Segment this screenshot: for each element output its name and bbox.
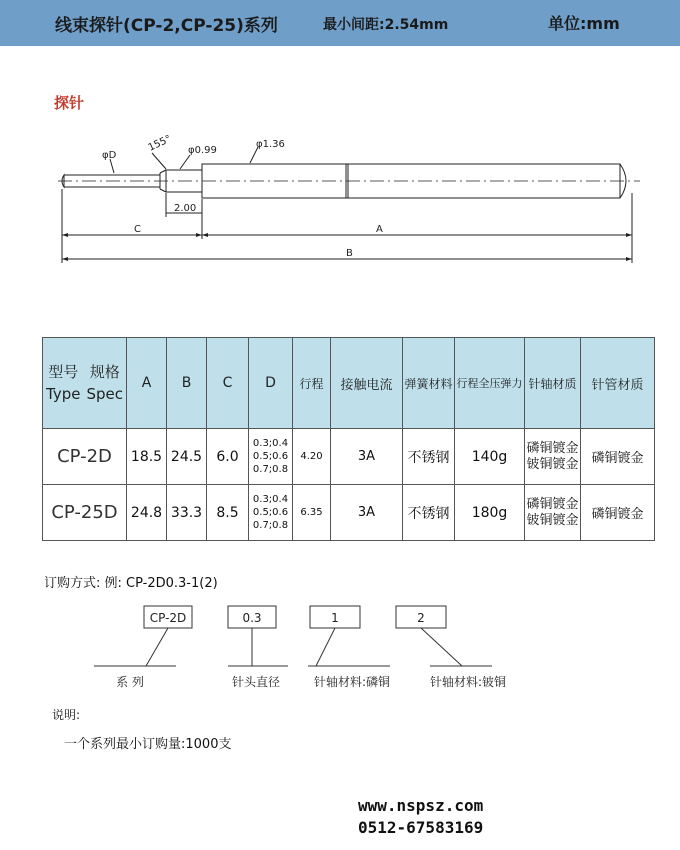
row-tube: 磷铜镀金 <box>581 429 655 485</box>
header-c: C <box>207 338 249 429</box>
row-d-line: 0.7;0.8 <box>252 520 289 531</box>
row-d-line: 0.5;0.6 <box>252 451 289 462</box>
row-shaft <box>525 485 581 541</box>
notes-label: 说明: <box>52 708 81 722</box>
dim-c-label: C <box>134 224 141 235</box>
row-current: 3A <box>331 429 403 485</box>
header-tube: 针管材质 <box>581 338 655 429</box>
order-diagram <box>80 598 540 698</box>
order-label-shaft1: 针轴材料:磷铜 <box>313 675 391 689</box>
row-shaft-line: 磷铜镀金 <box>526 496 579 512</box>
header-model-spec <box>43 338 127 429</box>
row-travel: 6.35 <box>293 485 331 541</box>
row-tube: 磷铜镀金 <box>581 485 655 541</box>
row-spring: 不锈钢 <box>403 485 455 541</box>
order-box-label: 0.3 <box>242 611 262 625</box>
row-model: CP-25D <box>43 485 127 541</box>
row-shaft <box>525 429 581 485</box>
order-label-series: 系 列 <box>116 675 144 689</box>
phone-number: 0512-67583169 <box>358 818 484 837</box>
header-d: D <box>249 338 293 429</box>
row-d <box>249 429 293 485</box>
header-model-en: Type <box>46 385 81 403</box>
spec-table <box>42 337 655 541</box>
dim-136-label: φ1.36 <box>256 139 285 150</box>
header-b: B <box>167 338 207 429</box>
order-box-label: 1 <box>331 611 339 625</box>
probe-drawing <box>40 125 660 275</box>
header-shaft: 针轴材质 <box>525 338 581 429</box>
probe-section-label: 探针 <box>54 94 85 112</box>
row-force: 180g <box>455 485 525 541</box>
row-a: 18.5 <box>127 429 167 485</box>
header-a: A <box>127 338 167 429</box>
row-d-line: 0.3;0.4 <box>252 438 289 449</box>
row-d-line: 0.5;0.6 <box>252 507 289 518</box>
header-spec-en: Spec <box>86 385 123 403</box>
header-spring: 弹簧材料 <box>403 338 455 429</box>
angle-label: 155° <box>146 133 174 154</box>
dim-d-label: φD <box>102 150 117 161</box>
row-force: 140g <box>455 429 525 485</box>
order-label-shaft2: 针轴材料:铍铜 <box>429 675 507 689</box>
header-spec-zh: 规格 <box>89 363 120 381</box>
row-a: 24.8 <box>127 485 167 541</box>
header-current: 接触电流 <box>331 338 403 429</box>
dim-099-label: φ0.99 <box>188 145 217 156</box>
header-travel: 行程 <box>293 338 331 429</box>
header-force: 行程全压弹力 <box>455 338 525 429</box>
row-model: CP-2D <box>43 429 127 485</box>
order-box-label: 2 <box>417 611 425 625</box>
header-bar <box>0 0 680 46</box>
order-label-diameter: 针头直径 <box>231 675 281 689</box>
row-shaft-line: 铍铜镀金 <box>526 512 579 528</box>
dim-b-label: B <box>346 248 353 259</box>
row-travel: 4.20 <box>293 429 331 485</box>
row-current: 3A <box>331 485 403 541</box>
notes-text: 一个系列最小订购量:1000支 <box>64 737 232 752</box>
min-pitch: 最小间距:2.54mm <box>323 17 449 33</box>
row-b: 33.3 <box>167 485 207 541</box>
page-title: 线束探针(CP-2,CP-25)系列 <box>55 16 278 36</box>
row-d <box>249 485 293 541</box>
row-d-line: 0.3;0.4 <box>252 494 289 505</box>
row-shaft-line: 铍铜镀金 <box>526 456 579 472</box>
row-c: 6.0 <box>207 429 249 485</box>
order-format-title: 订购方式: 例: CP-2D0.3-1(2) <box>44 576 218 591</box>
row-d-line: 0.7;0.8 <box>252 464 289 475</box>
table-row <box>43 485 655 541</box>
row-c: 8.5 <box>207 485 249 541</box>
unit-label: 单位:mm <box>548 14 620 33</box>
table-header-row <box>43 338 655 429</box>
row-shaft-line: 磷铜镀金 <box>526 440 579 456</box>
row-spring: 不锈钢 <box>403 429 455 485</box>
website-link[interactable]: www.nspsz.com <box>358 796 484 815</box>
order-box-label: CP-2D <box>149 611 187 625</box>
table-row <box>43 429 655 485</box>
dim-a-label: A <box>376 224 383 235</box>
dim-200-label: 2.00 <box>174 203 197 214</box>
header-model-zh: 型号 <box>48 363 79 381</box>
row-b: 24.5 <box>167 429 207 485</box>
